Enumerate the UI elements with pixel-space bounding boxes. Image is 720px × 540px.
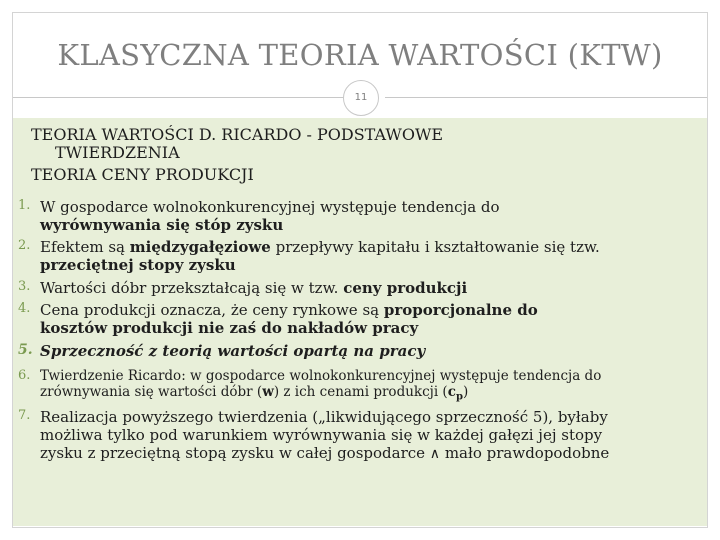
item-2-line-2: przeciętnej stopy zysku [40,256,236,274]
list-item-1 [18,198,693,234]
heading-line-2: TWIERDZENIA [55,143,180,162]
item-number: 3. [18,279,31,294]
item-6-line-1: Twierdzenie Ricardo: w gospodarce wolnokonkurencyjnej występuje tendencja do [40,368,602,384]
heading-line-1: TEORIA WARTOŚCI D. RICARDO - PODSTAWOWE [31,125,444,144]
page-number-badge: 11 [343,80,379,116]
title-divider-left [13,97,343,98]
item-5-line-1: Sprzeczność z teorią wartości opartą na pracy [40,342,426,360]
item-number: 1. [18,198,31,213]
item-2-line-1: Efektem są międzygałęziowe przepływy kapitału i kształtowanie się tzw. [40,238,600,256]
heading-line-3: TEORIA CENY PRODUKCJI [31,165,254,184]
item-7-line-1: Realizacja powyższego twierdzenia („likwidującego sprzeczność 5), byłaby [40,408,608,426]
content-panel [13,118,707,526]
list-item-4 [18,301,693,337]
item-7-line-3: zysku z przeciętną stopą zysku w całej gospodarce ∧ mało prawdopodobne [40,444,610,462]
list-item-3 [18,279,693,297]
item-1-line-1: W gospodarce wolnokonkurencyjnej występuje tendencja do [40,198,500,216]
list-item-2 [18,238,693,274]
symbol-icon: ∧ [429,446,441,462]
item-number: 5. [18,342,33,358]
item-7-line-2: możliwa tylko pod warunkiem wyrównywania się w każdej gałęzi jej stopy [40,426,603,444]
item-6-line-2: zrównywania się wartości dóbr (w) z ich cenami produkcji $(c_p)$ [40,384,469,403]
item-number: 6. [18,368,31,383]
title-divider-right [385,97,707,98]
item-number: 2. [18,238,31,253]
item-1-line-2: wyrównywania się stóp zysku [40,216,284,234]
list-item-6 [18,368,693,406]
heading-block [31,126,689,184]
slide-title: KLASYCZNA TEORIA WARTOŚCI (KTW) [57,38,663,72]
list-item-7 [18,408,693,463]
list-item-5 [18,342,693,360]
item-4-line-2: kosztów produkcji nie zaś do nakładów pracy [40,319,419,337]
item-number: 7. [18,408,31,423]
item-3-line-1: Wartości dóbr przekształcają się w tzw. ceny produkcji [40,279,468,297]
item-number: 4. [18,301,31,316]
item-4-line-1: Cena produkcji oznacza, że ceny rynkowe są proporcjonalne do [40,301,538,319]
